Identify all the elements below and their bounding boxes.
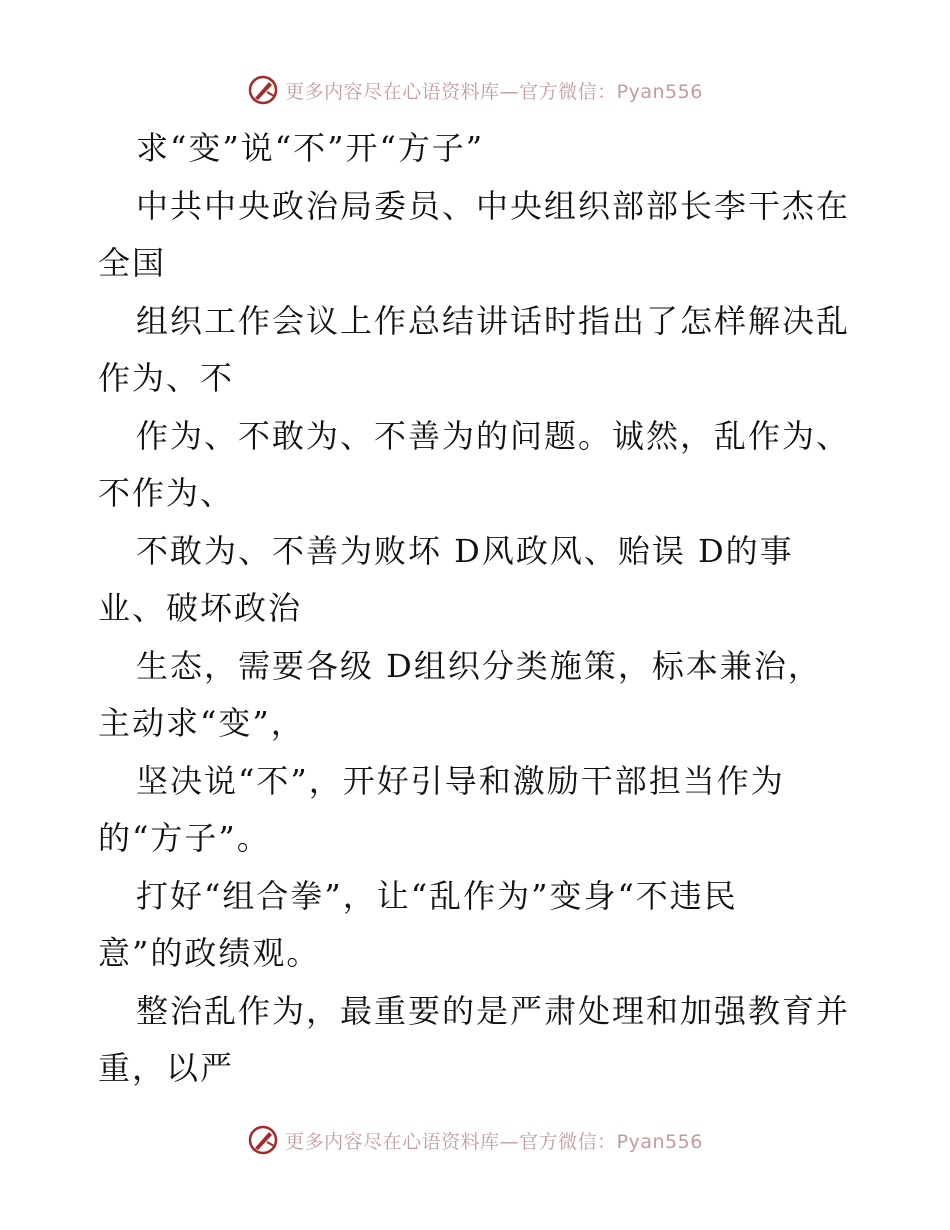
quill-seal-icon	[247, 74, 279, 106]
text-line: 作为、不	[98, 359, 235, 397]
text-line: 的“方子”。	[98, 819, 271, 857]
text-line: 意”的政绩观。	[98, 934, 321, 972]
text-line: 中共中央政治局委员、中央组织部部长李干杰在	[136, 186, 851, 225]
text-line: 打好“组合拳”，让“乱作为”变身“不违民	[136, 876, 738, 915]
watermark-text: 更多内容尽在心语资料库—官方微信：Pyan556	[285, 80, 703, 103]
text-line: 坚决说“不”，开好引导和激励干部担当作为	[136, 761, 785, 800]
document-body	[98, 120, 858, 1098]
title-line: 求“变”说“不”开“方子”	[136, 129, 485, 167]
text-line: 业、破坏政治	[98, 589, 303, 627]
text-line: 组织工作会议上作总结讲话时指出了怎样解决乱	[136, 301, 851, 340]
header-watermark	[0, 70, 950, 110]
text-line: 整治乱作为，最重要的是严肃处理和加强教育并	[136, 991, 851, 1030]
text-line: 不作为、	[98, 474, 235, 512]
watermark-text: 更多内容尽在心语资料库—官方微信：Pyan556	[285, 1130, 703, 1153]
footer-watermark	[0, 1120, 950, 1160]
quill-seal-icon	[247, 1124, 279, 1156]
text-line: 重，以严	[98, 1049, 235, 1087]
text-line: 生态，需要各级 D组织分类施策，标本兼治，	[136, 646, 822, 685]
text-line: 主动求“变”，	[98, 704, 305, 742]
text-line: 全国	[98, 244, 167, 282]
text-line: 作为、不敢为、不善为的问题。诚然，乱作为、	[136, 416, 851, 455]
text-line: 不敢为、不善为败坏 D风政风、贻误 D的事	[136, 531, 794, 570]
